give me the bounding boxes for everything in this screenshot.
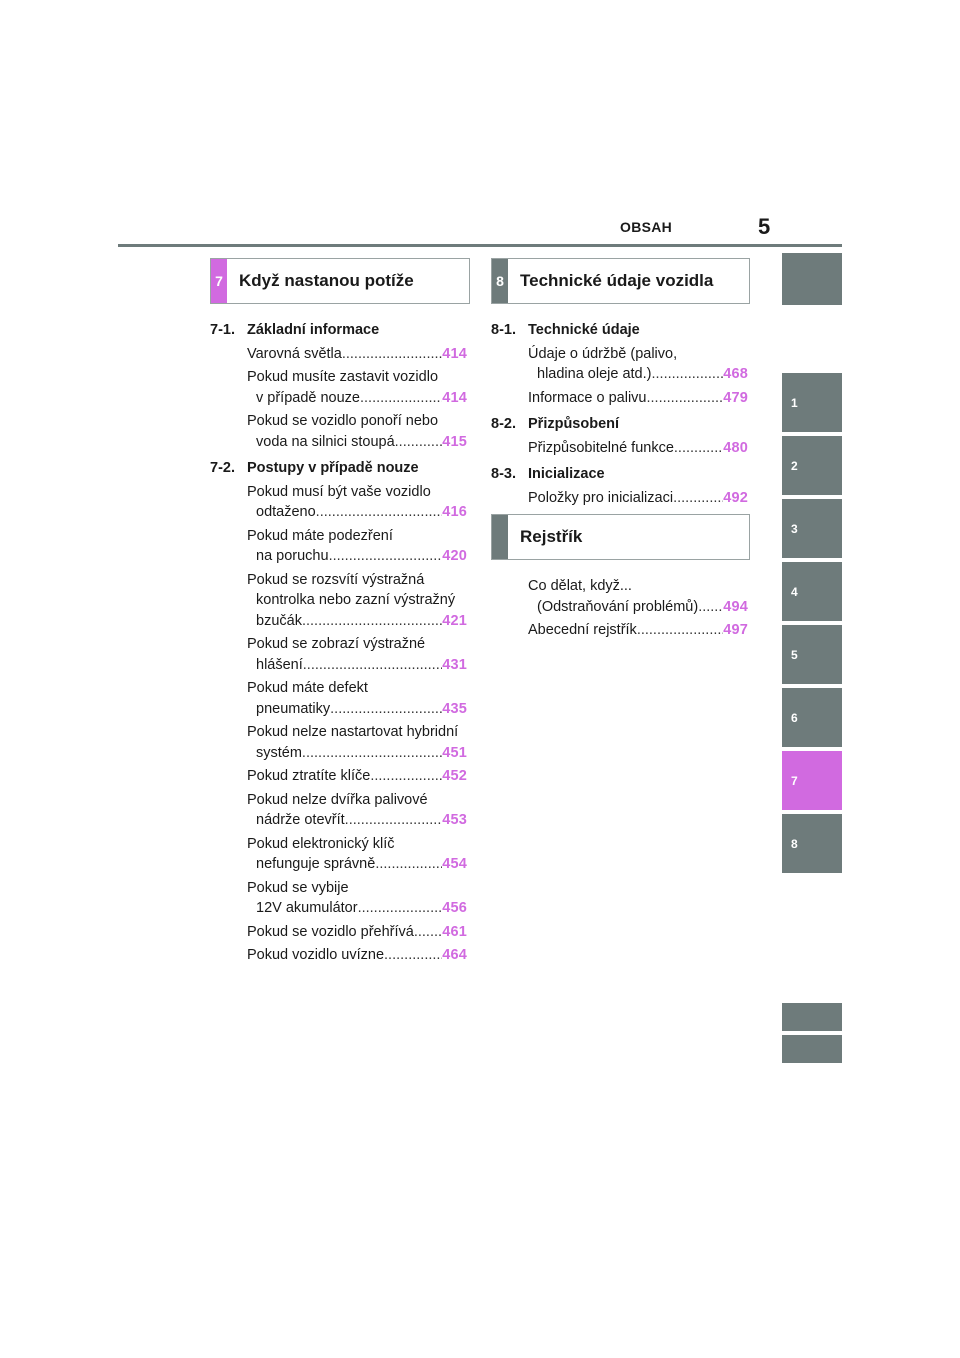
toc-entry-text: Pokud se vozidlo přehřívá (247, 923, 414, 940)
toc-entry-text: Abecední rejstřík (528, 622, 637, 638)
section-title: Inicializace (528, 466, 605, 482)
toc-entry[interactable] (247, 367, 467, 408)
chapter-tab-2[interactable]: 2 (782, 436, 842, 495)
chapter-tab-7[interactable]: 7 (782, 751, 842, 810)
toc-entry-text: na poruchu (256, 548, 329, 564)
section-heading (491, 414, 748, 435)
page-reference-link[interactable]: 479 (723, 389, 748, 406)
dot-leader (651, 364, 723, 385)
toc-entry[interactable] (247, 945, 467, 966)
toc-entry[interactable] (247, 570, 467, 632)
dot-leader (698, 597, 723, 618)
toc-entry[interactable] (528, 576, 748, 617)
chapter-tab-1[interactable]: 1 (782, 373, 842, 432)
dot-leader (329, 546, 443, 567)
toc-entry-text: pneumatiky (256, 700, 331, 717)
page-reference-link[interactable]: 456 (442, 900, 467, 916)
toc-entry-text: Pokud nelze dvířka palivové (247, 791, 428, 808)
blank-tab[interactable] (782, 1003, 842, 1031)
chapter-tab-3[interactable]: 3 (782, 499, 842, 558)
chapter-tab-8[interactable]: 8 (782, 814, 842, 873)
chapter-8-header-box (491, 258, 750, 304)
toc-entry-text: systém (256, 744, 302, 761)
page-reference-link[interactable]: 431 (442, 656, 467, 673)
blank-tab[interactable] (782, 253, 842, 305)
toc-entry-text: Pokud elektronický klíč (247, 835, 395, 852)
chapter-tab-5[interactable]: 5 (782, 625, 842, 684)
toc-entry[interactable] (247, 722, 467, 763)
dot-leader (342, 344, 442, 365)
toc-entry-text: nefunguje správně (256, 856, 376, 872)
toc-entry-text: Informace o palivu (528, 389, 647, 406)
blank-tab[interactable] (782, 1035, 842, 1063)
toc-entry-text: Údaje o údržbě (palivo, (528, 345, 678, 362)
toc-entry-text: 12V akumulátor (256, 900, 358, 916)
dot-leader (330, 699, 442, 720)
dot-leader (302, 611, 442, 632)
toc-entry[interactable] (528, 344, 748, 385)
toc-entry-text: Co dělat, když... (528, 578, 632, 594)
dot-leader (345, 810, 443, 831)
page-reference-link[interactable]: 421 (442, 612, 467, 629)
toc-entry-text: Pokud se vozidlo ponoří nebo (247, 413, 439, 429)
page-reference-link[interactable]: 454 (442, 856, 467, 872)
toc-entry[interactable] (247, 878, 467, 919)
dot-leader (637, 620, 723, 641)
dot-leader (384, 945, 442, 966)
toc-entry-text: (Odstraňování problémů) (537, 598, 699, 615)
page-reference-link[interactable]: 494 (723, 598, 748, 615)
dot-leader (302, 743, 442, 764)
chapter-tab-6[interactable]: 6 (782, 688, 842, 747)
page-reference-link[interactable]: 452 (442, 768, 467, 784)
toc-entry[interactable] (247, 790, 467, 831)
chapter-7-header-box (210, 258, 470, 304)
toc-entry-text: odtaženo (256, 504, 316, 520)
page-reference-link[interactable]: 468 (723, 366, 748, 382)
toc-entry-text: Pokud musíte zastavit vozidlo (247, 369, 439, 385)
section-number: 7-1. (210, 322, 235, 338)
page-reference-link[interactable]: 414 (442, 389, 467, 406)
section-number: 8-2. (491, 416, 516, 432)
index-title: Rejstřík (520, 527, 583, 546)
section-number: 8-3. (491, 466, 516, 482)
chapter-7-title: Když nastanou potíže (239, 271, 414, 290)
running-header-title: OBSAH (620, 219, 673, 235)
page-reference-link[interactable]: 415 (442, 433, 467, 450)
page-number: 5 (758, 214, 771, 239)
section-heading (491, 464, 748, 485)
dot-leader (646, 388, 723, 409)
toc-entry-text: Pokud ztratíte klíče (247, 768, 371, 784)
toc-entry-text: Pokud máte defekt (247, 680, 368, 696)
page-reference-link[interactable]: 464 (442, 947, 467, 963)
header-divider (118, 244, 842, 247)
dot-leader (360, 388, 442, 409)
toc-entry-text: voda na silnici stoupá (256, 433, 395, 450)
chapter-8-title: Technické údaje vozidla (520, 271, 714, 290)
toc-entry-text: Přizpůsobitelné funkce (528, 439, 674, 456)
page-reference-link[interactable]: 453 (442, 812, 467, 828)
index-marker (492, 515, 508, 559)
toc-entry-text: kontrolka nebo zazní výstražný (256, 592, 456, 608)
chapter-7-contents (210, 320, 467, 972)
toc-entry[interactable] (247, 634, 467, 675)
page-reference-link[interactable]: 435 (442, 700, 467, 717)
dot-leader (674, 438, 723, 459)
index-contents (491, 576, 748, 644)
section-number: 7-2. (210, 460, 235, 476)
section-title: Přizpůsobení (528, 416, 620, 432)
dot-leader (370, 766, 442, 787)
page-reference-link[interactable]: 420 (442, 548, 467, 564)
toc-entry-text: Pokud se zobrazí výstražné (247, 636, 426, 652)
toc-entry[interactable] (247, 766, 467, 787)
section-heading (210, 320, 467, 341)
index-header-box (491, 514, 750, 560)
dot-leader (375, 854, 442, 875)
toc-entry[interactable] (247, 482, 467, 523)
toc-entry-text: Pokud nelze nastartovat hybridní (247, 724, 459, 740)
toc-entry[interactable] (247, 526, 467, 567)
page-reference-link[interactable]: 497 (723, 622, 748, 638)
dot-leader (673, 488, 723, 509)
chapter-tab-4[interactable]: 4 (782, 562, 842, 621)
toc-entry[interactable] (528, 488, 748, 509)
dot-leader (395, 432, 443, 453)
chapter-8-contents (491, 320, 748, 514)
dot-leader (303, 655, 442, 676)
page-reference-link[interactable]: 480 (723, 439, 748, 456)
toc-entry[interactable] (528, 620, 748, 641)
toc-entry[interactable] (247, 344, 467, 365)
chapter-7-number: 7 (211, 259, 227, 303)
toc-entry-text: Pokud se rozsvítí výstražná (247, 571, 425, 588)
toc-entry-text: nádrže otevřít (256, 812, 345, 828)
section-number: 8-1. (491, 322, 516, 338)
chapter-8-number: 8 (492, 259, 508, 303)
section-heading (491, 320, 748, 341)
toc-entry[interactable] (247, 678, 467, 719)
toc-entry-text: Varovná světla (247, 345, 342, 362)
page-reference-link[interactable]: 451 (442, 744, 467, 761)
toc-entry-text: bzučák (256, 612, 302, 629)
toc-entry-text: v případě nouze (256, 389, 360, 406)
section-heading (210, 458, 467, 479)
toc-entry-text: Pokud vozidlo uvízne (247, 947, 385, 963)
toc-entry-text: Pokud se vybije (247, 879, 349, 896)
dot-leader (316, 502, 443, 523)
toc-entry-text: Položky pro inicializaci (528, 489, 674, 506)
dot-leader (358, 898, 443, 919)
page-reference-link[interactable]: 461 (442, 923, 467, 940)
dot-leader (414, 922, 442, 943)
toc-entry[interactable] (247, 834, 467, 875)
page-reference-link[interactable]: 492 (723, 489, 748, 506)
page-reference-link[interactable]: 414 (442, 345, 467, 362)
toc-entry[interactable] (528, 388, 748, 409)
section-title: Základní informace (247, 322, 380, 338)
toc-entry[interactable] (247, 411, 467, 452)
toc-entry[interactable] (247, 922, 467, 943)
section-title: Technické údaje (528, 322, 640, 338)
section-title: Postupy v případě nouze (247, 460, 419, 476)
page-reference-link[interactable]: 416 (442, 504, 467, 520)
toc-entry-text: hladina oleje atd.) (537, 366, 652, 382)
toc-entry[interactable] (528, 438, 748, 459)
toc-entry-text: Pokud máte podezření (247, 527, 393, 544)
toc-entry-text: hlášení (256, 656, 303, 673)
toc-entry-text: Pokud musí být vaše vozidlo (247, 483, 431, 500)
